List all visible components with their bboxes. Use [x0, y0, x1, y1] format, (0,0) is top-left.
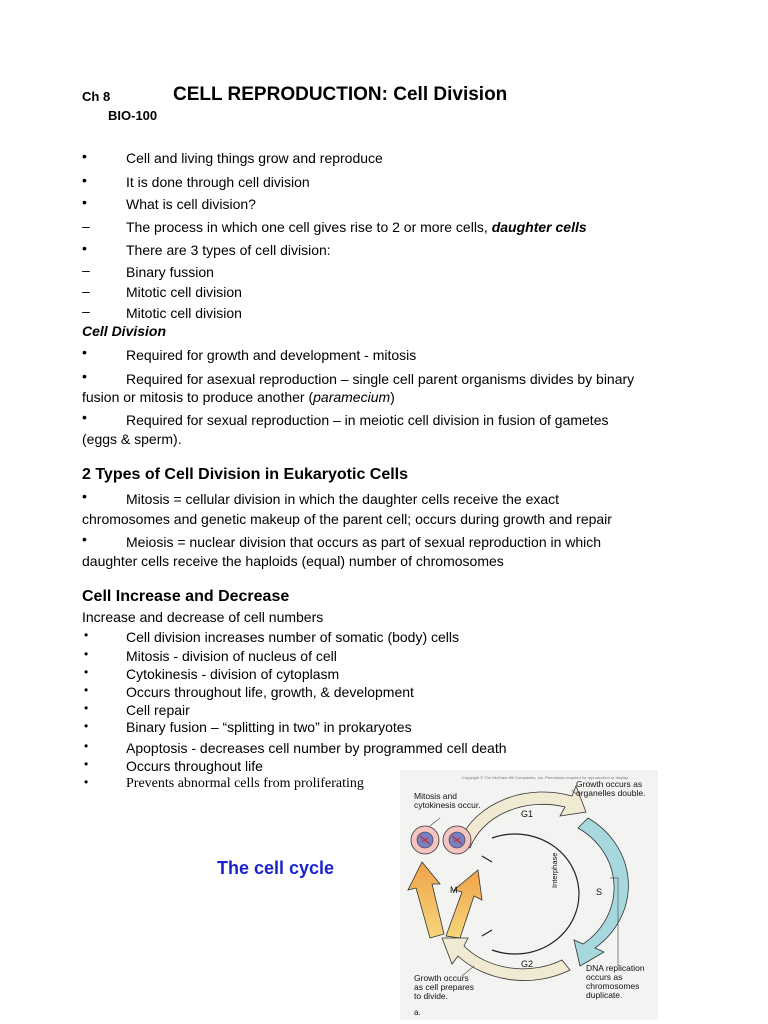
bullet-mark: • — [84, 628, 89, 642]
cell-division-heading: Cell Division — [82, 323, 167, 339]
list-item: Cell and living things grow and reproduce — [126, 150, 383, 166]
list-item-continued: daughter cells receive the haploids (equal) number of chromosomes — [82, 553, 504, 569]
m-label: M — [450, 885, 458, 895]
list-item: Required for growth and development - mitosis — [126, 347, 417, 363]
list-item: Prevents abnormal cells from proliferating — [126, 776, 364, 791]
dividing-cell-icon — [411, 826, 471, 854]
list-item: Cell division increases number of somatic (body) cells — [126, 629, 460, 645]
bullet-mark: • — [84, 683, 89, 697]
cell-cycle-figure — [400, 770, 658, 1020]
page-title: CELL REPRODUCTION: Cell Division — [173, 84, 508, 105]
dna-replication-note: DNA replication occurs as chromosomes duplicate. — [586, 963, 645, 1000]
list-item-continued: chromosomes and genetic makeup of the parent cell; occurs during growth and repair — [82, 511, 612, 527]
list-item: The process in which one cell gives rise to 2 or more cells, daughter cells — [126, 219, 587, 235]
list-item: It is done through cell division — [126, 174, 310, 190]
types-heading: 2 Types of Cell Division in Eukaryotic Cells — [82, 466, 409, 483]
increase-heading: Cell Increase and Decrease — [82, 588, 290, 605]
interphase-label: Interphase — [550, 852, 559, 888]
figure-caption: The cell cycle — [217, 858, 335, 878]
growth-prepare-note: Growth occurs as cell prepares to divide. — [414, 973, 475, 1001]
list-item: Cell repair — [126, 702, 190, 718]
m-arrow-upper — [446, 870, 482, 938]
bullet-mark: • — [82, 172, 87, 188]
list-item: Mitosis - division of nucleus of cell — [126, 648, 337, 664]
list-item: Apoptosis - decreases cell number by programmed cell death — [126, 740, 507, 756]
bullet-mark: • — [84, 701, 89, 715]
increase-subheading: Increase and decrease of cell numbers — [82, 609, 324, 625]
list-item: Binary fusion – “splitting in two” in prokaryotes — [126, 719, 412, 735]
bullet-mark: • — [82, 409, 87, 425]
bullet-mark: • — [84, 665, 89, 679]
list-item: Required for asexual reproduction – single cell parent organisms divides by binary — [126, 371, 635, 387]
list-item: What is cell division? — [126, 196, 256, 212]
interphase-outline — [492, 834, 579, 954]
bullet-mark: • — [84, 719, 89, 733]
copyright-note: Copyright © The McGraw-Hill Companies, Inc. Permission required for reproduction or display. — [462, 775, 629, 780]
bullet-mark: • — [82, 240, 87, 256]
bullet-mark: • — [84, 775, 89, 789]
g1-label: G1 — [521, 809, 534, 819]
daughter-cells-term: daughter cells — [491, 219, 587, 235]
course-code: BIO-100 — [108, 108, 158, 123]
list-item: Occurs throughout life, growth, & development — [126, 684, 414, 700]
list-item-continued: fusion or mitosis to produce another (paramecium) — [82, 389, 395, 405]
bullet-mark: • — [82, 531, 87, 547]
mitosis-note: Mitosis and cytokinesis occur. — [414, 791, 481, 810]
list-item: Mitotic cell division — [126, 305, 242, 321]
panel-label: a. — [414, 1008, 421, 1017]
dash-mark: – — [82, 262, 90, 278]
list-item-continued: (eggs & sperm). — [82, 431, 182, 447]
list-item: Cytokinesis - division of cytoplasm — [126, 666, 340, 682]
paramecium-term: paramecium — [313, 389, 391, 405]
list-item: Required for sexual reproduction – in meiotic cell division in fusion of gametes — [126, 412, 609, 428]
chapter-label: Ch 8 — [82, 89, 111, 104]
list-item: Meiosis = nuclear division that occurs as part of sexual reproduction in which — [126, 534, 602, 550]
s-label: S — [596, 887, 603, 897]
list-item: Occurs throughout life — [126, 758, 263, 774]
bullet-mark: • — [82, 488, 87, 504]
m-arrow-lower — [408, 862, 444, 938]
bullet-mark: • — [84, 757, 89, 771]
bullet-mark: • — [84, 647, 89, 661]
dash-mark: – — [82, 303, 90, 319]
bullet-mark: • — [82, 344, 87, 360]
bullet-mark: • — [82, 368, 87, 384]
growth-note: Growth occurs as organelles double. — [576, 779, 646, 798]
dash-mark: – — [82, 283, 90, 299]
dash-mark: – — [82, 218, 90, 234]
bullet-mark: • — [84, 739, 89, 753]
bullet-mark: • — [82, 194, 87, 210]
list-item: Binary fussion — [126, 264, 214, 280]
bullet-mark: • — [82, 148, 87, 164]
list-item: Mitosis = cellular division in which the daughter cells receive the exact — [126, 491, 560, 507]
list-item: Mitotic cell division — [126, 284, 242, 300]
g2-label: G2 — [521, 959, 534, 969]
list-item: There are 3 types of cell division: — [126, 242, 331, 258]
